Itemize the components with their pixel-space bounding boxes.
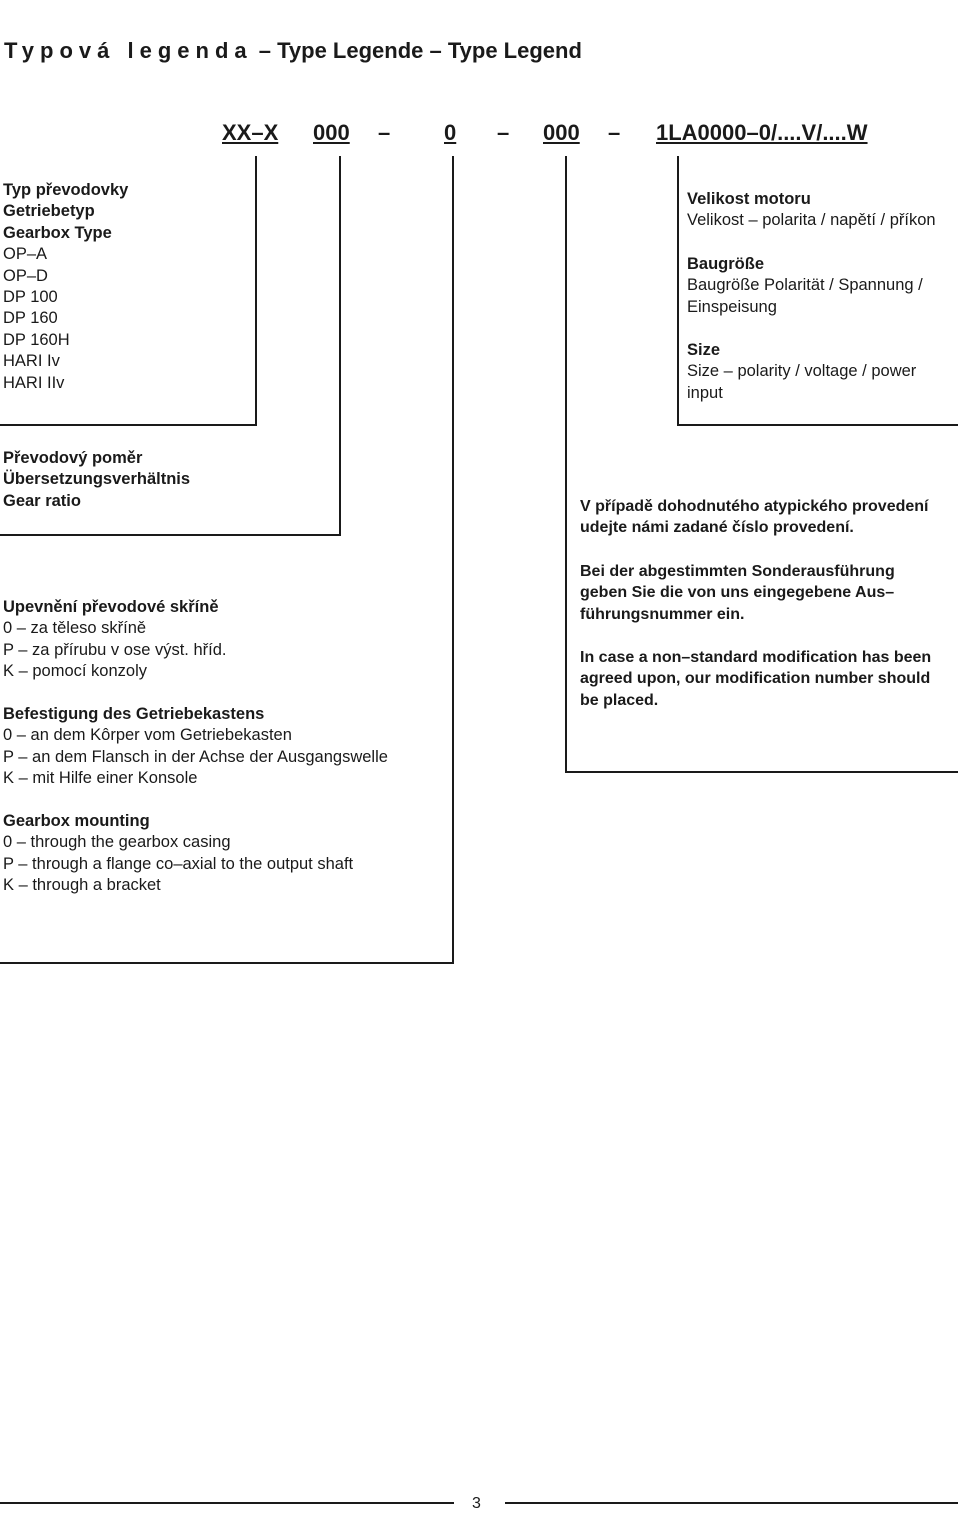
connector-special-horizontal — [565, 771, 958, 773]
code-segment-motor: 1LA0000–0/....V/....W — [656, 120, 868, 145]
special-modification-block — [580, 496, 931, 711]
connector-ratio-vertical — [339, 156, 341, 536]
mounting-item-cz: 0 – za těleso skříně — [3, 619, 147, 638]
code-dash: – — [497, 120, 510, 145]
gear-ratio-cz: Převodový poměr — [3, 449, 143, 467]
gearbox-type-item: OP–D — [3, 266, 48, 285]
footer-rule-right — [505, 1502, 958, 1504]
motor-size-line-de: Baugröße Polarität / Spannung / — [687, 276, 923, 295]
mounting-item-de: K – mit Hilfe einer Konsole — [3, 769, 198, 788]
page-number: 3 — [472, 1495, 481, 1512]
mounting-item-de: P – an dem Flansch in der Achse der Ausgangswelle — [3, 747, 388, 766]
code-segment-mounting: 0 — [444, 120, 457, 145]
connector-mounting-horizontal — [0, 962, 454, 964]
special-en-line: In case a non–standard modification has been — [580, 649, 932, 667]
mounting-block — [3, 597, 388, 897]
connector-ratio-horizontal — [0, 534, 341, 536]
gearbox-type-heading-cz: Typ převodovky — [3, 181, 129, 199]
gear-ratio-block — [3, 448, 190, 512]
gearbox-type-item: DP 100 — [3, 288, 58, 307]
mounting-heading-en: Gearbox mounting — [3, 812, 150, 831]
connector-type-vertical — [255, 156, 257, 426]
motor-size-heading-de: Baugröße — [687, 254, 765, 273]
gearbox-type-item: HARI Iv — [3, 352, 60, 371]
motor-size-heading-cz: Velikost motoru — [687, 190, 811, 208]
special-de-line: Bei der abgestimmten Sonderausführung — [580, 562, 895, 580]
mounting-item-en: P – through a flange co–axial to the output shaft — [3, 854, 354, 873]
mounting-heading-de: Befestigung des Getriebekastens — [3, 705, 265, 724]
mounting-heading-cz: Upevnění převodové skříně — [3, 598, 219, 616]
gearbox-type-heading-en: Gearbox Type — [3, 223, 112, 242]
gearbox-type-item: DP 160 — [3, 309, 58, 328]
gear-ratio-en: Gear ratio — [3, 491, 81, 510]
gearbox-type-item: HARI IIv — [3, 373, 65, 392]
gearbox-type-block — [3, 180, 128, 394]
special-cz-line: V případě dohodnutého atypického provedení — [580, 498, 929, 515]
code-segment-type: XX–X — [222, 120, 279, 145]
special-cz-line: udejte námi zadané číslo provedení. — [580, 519, 854, 537]
footer-rule-left — [0, 1502, 454, 1504]
special-de-line: führungsnummer ein. — [580, 605, 745, 623]
mounting-item-cz: P – za přírubu v ose výst. hříd. — [3, 640, 227, 659]
special-de-line: geben Sie die von uns eingegebene Aus– — [580, 584, 895, 602]
code-segment-special: 000 — [543, 120, 580, 145]
motor-size-line-en: Size – polarity / voltage / power — [687, 362, 917, 381]
page-title — [4, 38, 582, 64]
gearbox-type-item: OP–A — [3, 245, 48, 264]
gearbox-type-item: DP 160H — [3, 330, 70, 349]
mounting-item-cz: K – pomocí konzoly — [3, 662, 147, 681]
connector-motor-horizontal — [677, 424, 958, 426]
motor-size-line-cz: Velikost – polarita / napětí / příkon — [687, 211, 936, 230]
connector-mounting-vertical — [452, 156, 454, 964]
gearbox-type-heading-de: Getriebetyp — [3, 202, 95, 221]
motor-size-line-de: Einspeisung — [687, 297, 777, 316]
mounting-item-de: 0 – an dem Kôrper vom Getriebekasten — [3, 726, 292, 745]
mounting-item-en: K – through a bracket — [3, 876, 161, 895]
title-rest: – Type Legende – Type Legend — [252, 38, 582, 63]
special-en-line: be placed. — [580, 691, 659, 709]
code-dash: – — [608, 120, 621, 145]
title-czech: Typová legenda — [4, 38, 253, 63]
code-segment-ratio: 000 — [313, 120, 350, 145]
connector-motor-vertical — [677, 156, 679, 426]
special-en-line: agreed upon, our modification number should — [580, 670, 931, 688]
connector-type-horizontal — [0, 424, 257, 426]
code-dash: – — [378, 120, 391, 145]
gear-ratio-de: Übersetzungsverhältnis — [3, 470, 191, 489]
motor-size-line-en: input — [687, 383, 723, 402]
connector-special-vertical — [565, 156, 567, 773]
motor-size-heading-en: Size — [687, 341, 721, 360]
motor-size-block — [687, 189, 936, 404]
mounting-item-en: 0 – through the gearbox casing — [3, 833, 231, 852]
